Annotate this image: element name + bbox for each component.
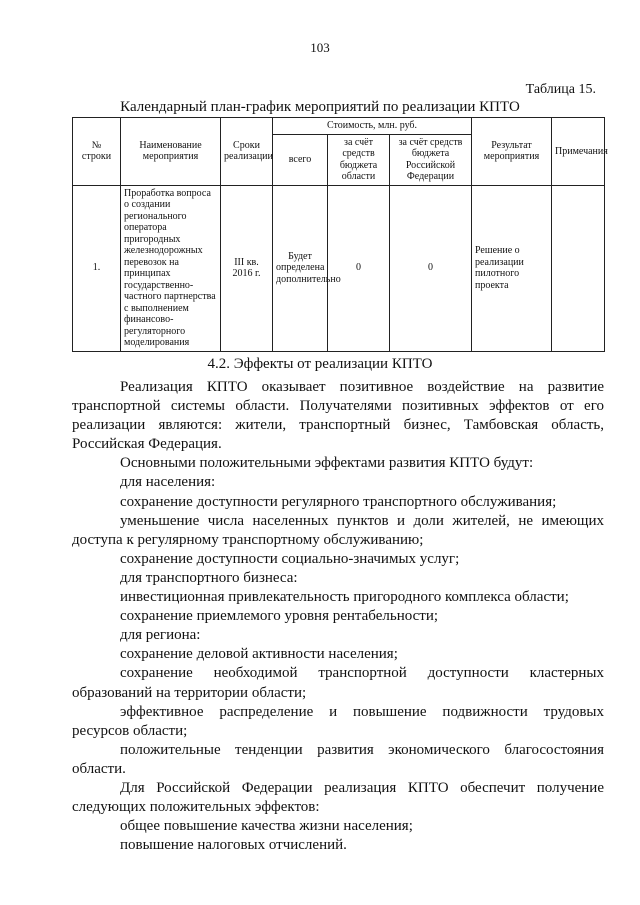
row-terms: III кв. 2016 г. [221, 185, 273, 351]
paragraph: Основными положительными эффектами развития КПТО будут: [120, 455, 534, 472]
paragraph: для транспортного бизнеса: [120, 569, 298, 586]
header-number: № строки [73, 118, 121, 186]
paragraph: Для Российской Федерации реализация КПТО обеспечит получение следующих положительных эффектов: [72, 779, 604, 816]
paragraph: сохранение деловой активности населения; [120, 646, 398, 663]
row-total: Будет определена дополнительно [273, 185, 328, 351]
row-federal: 0 [390, 185, 472, 351]
row-result: Решение о реализации пилотного проекта [472, 185, 552, 351]
header-name: Наименование мероприятия [121, 118, 221, 186]
table-label: Таблица 15. [525, 82, 596, 97]
header-cost-group: Стоимость, млн. руб. [273, 118, 472, 135]
row-notes [552, 185, 605, 351]
header-total: всего [273, 134, 328, 185]
paragraph: положительные тенденции развития экономического благосостояния области. [72, 741, 604, 777]
table-row [73, 185, 605, 351]
table-title: Календарный план-график мероприятий по реализации КПТО [120, 99, 520, 115]
paragraph: сохранение доступности социально-значимых услуг; [120, 550, 460, 567]
paragraph: уменьшение числа населенных пунктов и доли жителей, не имеющих доступа к регулярному транспортному обслуживанию; [72, 512, 604, 548]
header-federal: за счёт средств бюджета Российской Федерации [390, 134, 472, 185]
paragraph: для населения: [120, 474, 216, 491]
paragraph: сохранение доступности регулярного транспортного обслуживания; [120, 493, 557, 510]
section-heading: 4.2. Эффекты от реализации КПТО [207, 356, 433, 372]
page-number: 103 [310, 40, 330, 55]
header-result: Результат мероприятия [472, 118, 552, 186]
paragraph: для региона: [120, 627, 201, 644]
paragraph: общее повышение качества жизни населения; [120, 818, 413, 835]
row-regional: 0 [328, 185, 390, 351]
table-header-row [73, 118, 605, 135]
paragraph: эффективное распределение и повышение подвижности трудовых ресурсов области; [72, 703, 604, 739]
row-number: 1. [73, 185, 121, 351]
paragraph: инвестиционная привлекательность пригородного комплекса области; [120, 589, 569, 606]
paragraph: повышение налоговых отчислений. [120, 837, 347, 854]
paragraph: сохранение необходимой транспортной доступности кластерных образований на территории области; [72, 665, 604, 701]
header-regional: за счёт средств бюджета области [328, 134, 390, 185]
paragraph: Реализация КПТО оказывает позитивное воздействие на развитие транспортной системы области. Получателями позитивных эффектов от его реализации являются: жители, транспортный бизнес, Тамбовская область, Российская Федерация. [72, 379, 604, 453]
row-name: Проработка вопроса о создании регионального оператора пригородных железнодорожных перевозок на принципах государственно-частного партнерства с выполнением финансово-регуляторного моделирования [121, 185, 221, 351]
header-notes: Примечания [552, 118, 605, 186]
body-text [72, 378, 604, 855]
plan-schedule-table [72, 117, 608, 352]
header-terms: Сроки реализации [221, 118, 273, 186]
paragraph: сохранение приемлемого уровня рентабельности; [120, 608, 439, 625]
